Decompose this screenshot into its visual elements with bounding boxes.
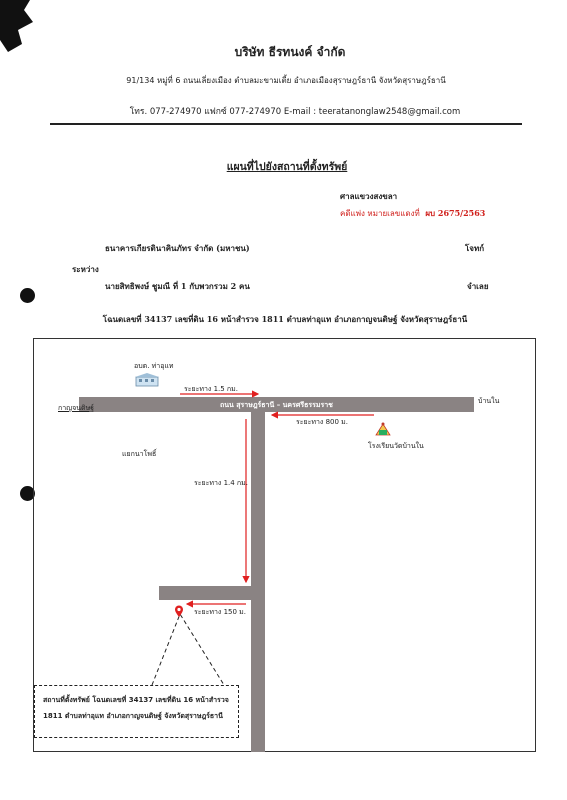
right-end-label: บ้านใน [478, 397, 500, 405]
plaintiff-role: โจทก์ [465, 243, 485, 253]
location-map [33, 338, 536, 752]
road-name: ถนน สุราษฎร์ธานี – นครศรีธรรมราช [220, 401, 333, 409]
company-address: 91/134 หมู่ที่ 6 ถนนเลี่ยงเมือง ตำบลมะขามเตี้ย อำเภอเมืองสุราษฎร์ธานี จังหวัดสุราษฎร์ธานี [126, 76, 446, 85]
binder-hole-top [20, 288, 35, 303]
left-end-label: กาญจนดิษฐ์ [58, 404, 95, 412]
distance-down: ระยะทาง 1.4 กม. [194, 479, 249, 487]
corner-fold-icon [0, 0, 34, 52]
school-icon [374, 421, 392, 437]
location-pin-icon [174, 605, 184, 618]
plaintiff-name: ธนาคารเกียรตินาคินภัทร จำกัด (มหาชน) [105, 243, 250, 253]
distance-final: ระยะทาง 150 ม. [194, 608, 246, 616]
distance-top: ระยะทาง 1.5 กม. [184, 385, 239, 393]
between-label: ระหว่าง [72, 264, 99, 274]
deed-description: โฉนดเลขที่ 34137 เลขที่ดิน 16 หน้าสำรวจ 1811 ตำบลท่าอุแท อำเภอกาญจนดิษฐ์ จังหวัดสุราษฎร์ธานี [102, 314, 468, 324]
distance-right: ระยะทาง 800 ม. [296, 418, 348, 426]
pointer-lines [152, 614, 224, 685]
defendant-name: นายสิทธิพงษ์ ชูมณี ที่ 1 กับพวกรวม 2 คน [105, 281, 250, 291]
property-box [34, 685, 239, 738]
building-icon [134, 373, 160, 387]
case-number: ผบ 2675/2563 [425, 208, 486, 218]
header-divider [50, 123, 522, 125]
property-line-2: 1811 ตำบลท่าอุแท อำเภอกาญจนดิษฐ์ จังหวัดสุราษฎร์ธานี [43, 712, 223, 720]
company-contact: โทร. 077-274970 แฟกซ์ 077-274970 E-mail : teeratanonglaw2548@gmail.com [129, 107, 461, 117]
page-title: แผนที่ไปยังสถานที่ตั้งทรัพย์ [226, 161, 348, 173]
company-name: บริษัท ธีรทนงค์ จำกัด [234, 45, 346, 59]
sao-label: อบต. ท่าอุแท [134, 362, 174, 370]
court-name: ศาลแขวงสงขลา [340, 191, 398, 201]
case-label: คดีแพ่ง หมายเลขแดงที่ [340, 209, 420, 218]
school-label: โรงเรียนวัดบ้านใน [368, 442, 424, 450]
junction-label: แยกนาโพธิ์ [122, 450, 157, 458]
property-line-1: สถานที่ตั้งทรัพย์ โฉนดเลขที่ 34137 เลขที่ดิน 16 หน้าสำรวจ [43, 696, 229, 704]
case-line [340, 207, 485, 220]
defendant-role: จำเลย [467, 281, 489, 291]
